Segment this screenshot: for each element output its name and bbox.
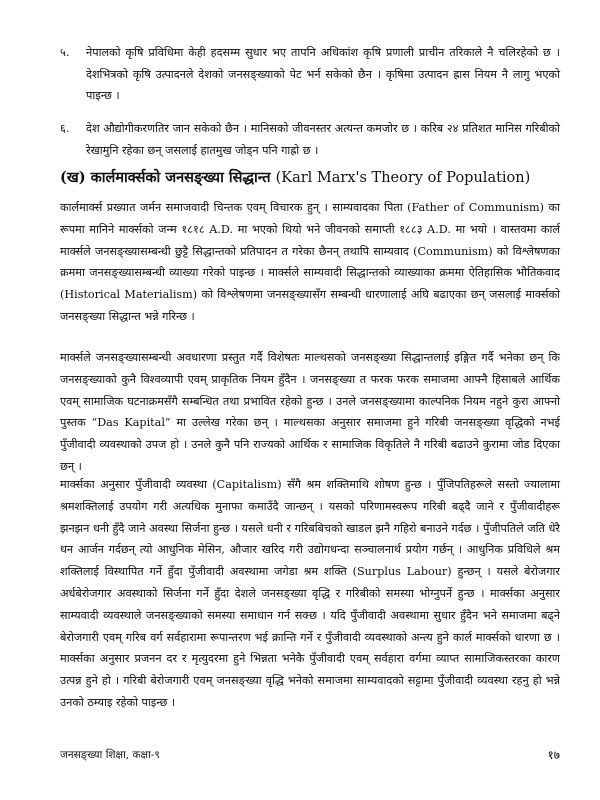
point-text: देश औद्योगीकरणतिर जान सकेको छैन । मानिसको जीवनस्तर अत्यन्त कमजोर छ । करिब २४ प्रतिशत मानिस गरिबीको रेखामुनि रहेका छन् जसलाई हातमुख जोड्न पनि गाह्रो छ । xyxy=(86,122,560,157)
section-heading xyxy=(60,168,560,188)
point-number: ५. xyxy=(60,46,70,59)
footer-book-title: जनसङ्ख्या शिक्षा, कक्षा-९ xyxy=(60,749,160,761)
point-text: नेपालको कृषि प्रविधिमा केही हदसम्म सुधार भए तापनि अधिकांश कृषि प्रणाली प्राचीन तरिकाले नै चलिरहेको छ । देशभित्रको कृषि उत्पादनले देशको जनसङ्ख्याको पेट भर्न सकेको छैन । कृषिमा उत्पादन ह्रास नियम नै लागु भएको पाइन्छ । xyxy=(86,46,560,102)
heading-nepali: (ख) कार्लमार्क्सको जनसङ्ख्या सिद्धान्त xyxy=(60,169,271,186)
numbered-point-5 xyxy=(60,42,560,107)
paragraph-capitalism: मार्क्सका अनुसार पुँजीवादी व्यवस्था (Capitalism) सँगै श्रम शक्तिमाथि शोषण हुन्छ । पुँजिपतिहरूले सस्तो ज्यालामा श्रमशक्तिलाई उपयोग गरी अत्यधिक मुनाफा कमाउँदै जान्छन् । यसको परिणामस्वरूप गरिबी बढ्दै जाने र पुँजीवादीहरू झनझन धनी हुँदै जाने अवस्था सिर्जना हुन्छ । यसले धनी र गरिबबिचको खाडल झनै गहिरो बनाउने गर्दछ । पुँजीपतिले जति धेरै धन आर्जन गर्दछन् त्यो आधुनिक मेसिन, औजार खरिद गरी उद्योगधन्दा सञ्चालनार्थ प्रयोग गर्छन् । आधुनिक प्रविधिले श्रम शक्तिलाई विस्थापित गर्ने हुँदा पुँजीवादी अवस्थामा जगेडा श्रम शक्ति (Surplus Labour) हुन्छन् । यसले बेरोजगार अर्धबेरोजगार अवस्थाको सिर्जना गर्ने हुँदा देशले जनसङ्ख्या वृद्धि र गरिबीको समस्या भोग्नुपर्ने हुन्छ । मार्क्सका अनुसार साम्यवादी व्यवस्थाले जनसङ्ख्याको समस्या समाधान गर्न सक्छ । यदि पुँजीवादी अवस्थामा सुधार हुँदैन भने समाजमा बढ्ने बेरोजगारी एवम् गरिब वर्ग सर्वहारामा रूपान्तरण भई क्रान्ति गर्ने र पुँजीवादी व्यवस्थाको अन्त्य हुने कार्ल मार्क्सको धारणा छ । मार्क्सका अनुसार प्रजनन दर र मृत्युदरमा हुने भिन्नता भनेकै पुँजीवादी एवम् सर्वहारा वर्गमा व्याप्त सामाजिकस्तरका कारण उत्पन्न हुने हो । गरिबी बेरोजगारी एवम् जनसङ्ख्या वृद्धि भनेको समाजमा साम्यवादको सट्टामा पुँजीवादी व्यवस्था रहनु हो भन्ने उनको ठम्याइ रहेको पाइन्छ । xyxy=(60,478,560,709)
heading-english: (Karl Marx's Theory of Population) xyxy=(275,170,531,186)
page-number: १७ xyxy=(547,748,560,762)
point-number: ६. xyxy=(60,122,70,135)
numbered-point-6 xyxy=(60,118,560,161)
paragraph-intro: कार्लमार्क्स प्रख्यात जर्मन समाजवादी चिन्तक एवम् विचारक हुन् । साम्यवादका पिता (Father of Communism) का रूपमा मानिने मार्क्सको जन्म १८१८ A.D. मा भएको थियो भने जीवनको समाप्ती १८८३ A.D. मा भयो । वास्तवमा कार्ल मार्क्सले जनसङ्ख्यासम्बन्धी छुट्टै सिद्धान्तको प्रतिपादन त गरेका छैनन् तथापि साम्यवाद (Communism) को विश्लेषणका क्रममा जनसङ्ख्यासम्बन्धी व्याख्या गरेको पाइन्छ । मार्क्सले साम्यवादी सिद्धान्तको व्याख्याका क्रममा ऐतिहासिक भौतिकवाद (Historical Materialism) को विश्लेषणमा जनसङ्ख्यासँग सम्बन्धी धारणालाई अघि बढाएका छन् जसलाई मार्क्सको जनसङ्ख्या सिद्धान्त भन्ने गरिन्छ । xyxy=(60,201,560,323)
paragraph-malthus-critique: मार्क्सले जनसङ्ख्यासम्बन्धी अवधारणा प्रस्तुत गर्दै विशेषतः माल्थसको जनसङ्ख्या सिद्धान्तलाई इङ्गित गर्दै भनेका छन् कि जनसङ्ख्याको कुनै विश्वव्यापी एवम् प्राकृतिक नियम हुँदैन । जनसङ्ख्या त फरक फरक समाजमा आफ्नै हिसाबले आर्थिक एवम् सामाजिक घटनाक्रमसँगै सम्बन्धित तथा प्रभावित रहेको हुन्छ । उनले जनसङ्ख्यामा काल्पनिक नियम नहुने कुरा आफ्नो पुस्तक “Das Kapital” मा उल्लेख गरेका छन् । माल्थसका अनुसार समाजमा हुने गरिबी जनसङ्ख्या वृद्धिको नभई पुँजीवादी व्यवस्थाको उपज हो । उनले कुनै पनि राज्यको आर्थिक र सामाजिक विकृतिले नै गरिबी बढाउने कुरामा जोड दिएका छन् । xyxy=(60,351,560,473)
